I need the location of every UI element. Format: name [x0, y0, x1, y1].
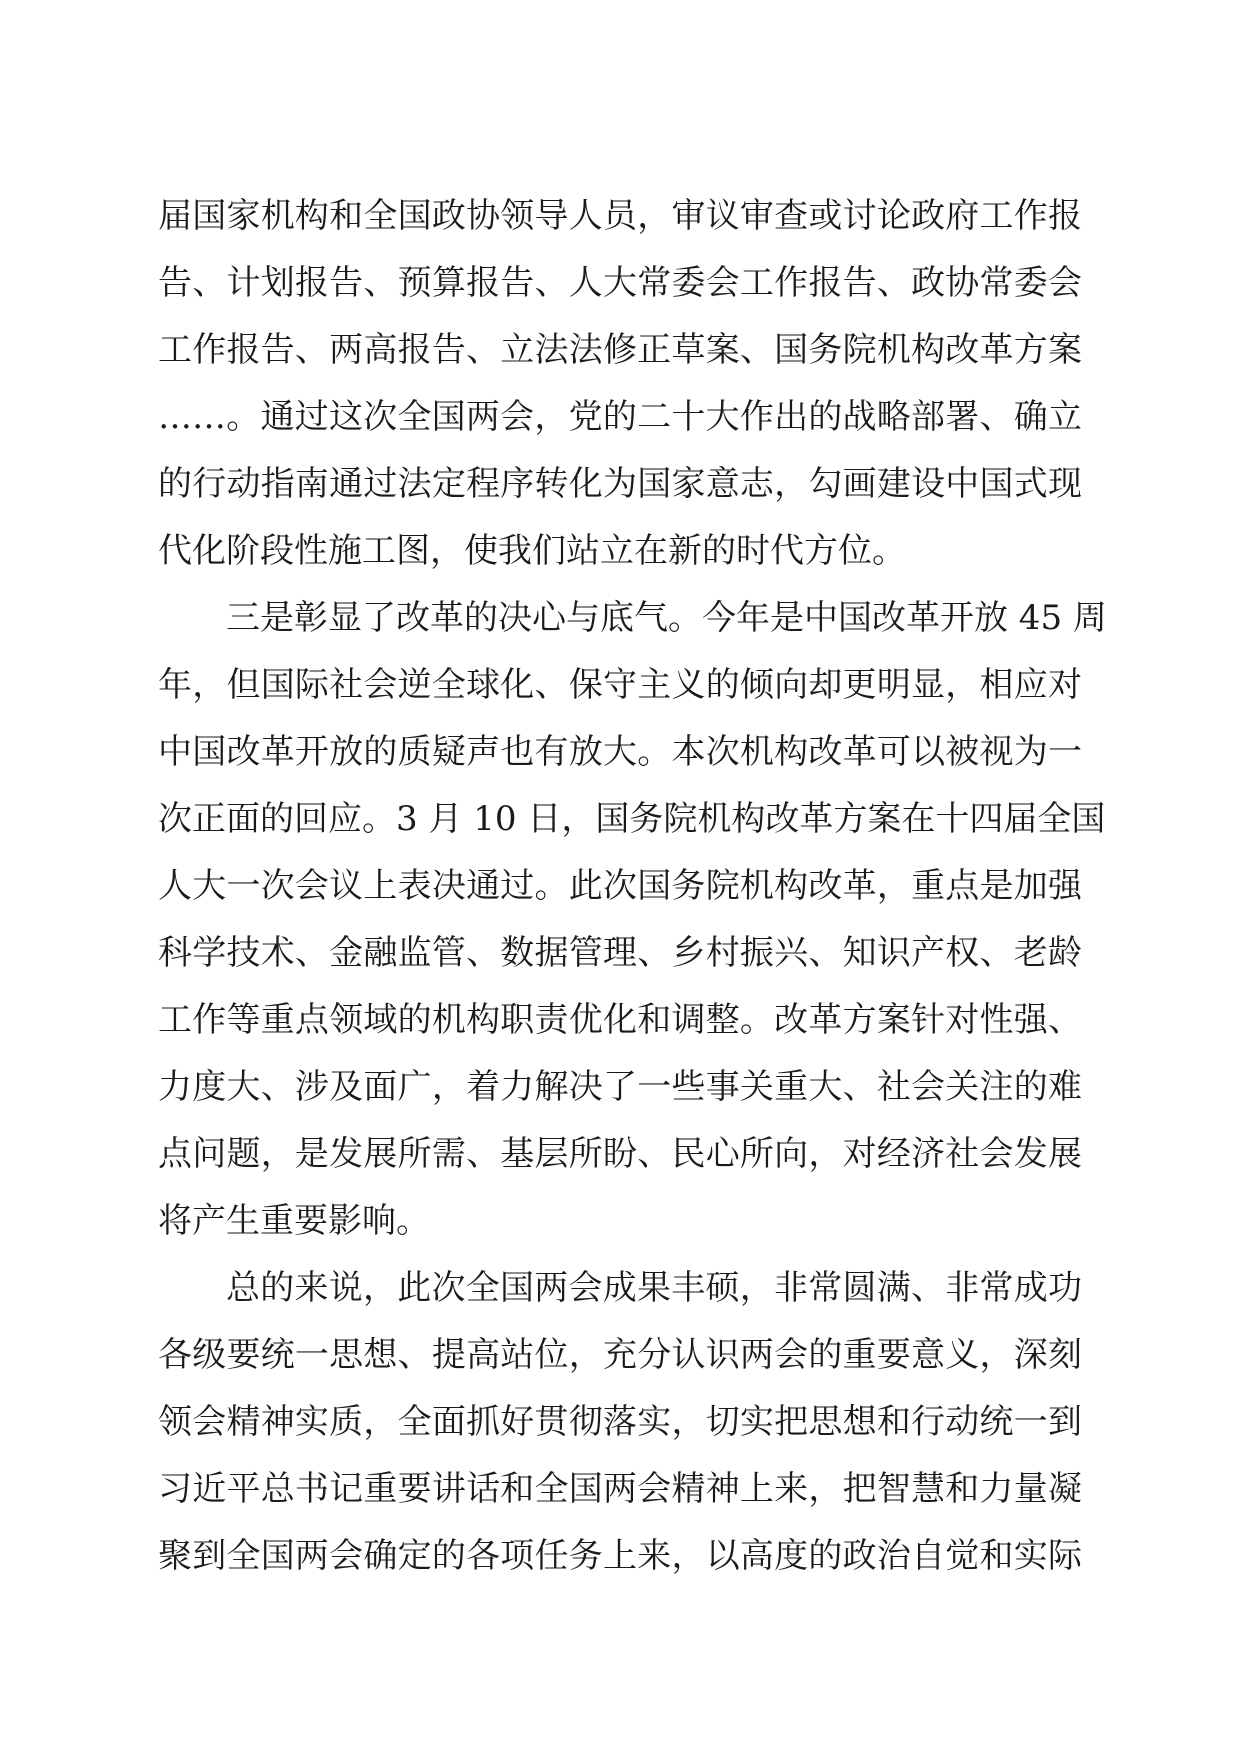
paragraph-1 — [158, 183, 1082, 585]
text-line: 三是彰显了改革的决心与底气。今年是中国改革开放 45 周 — [226, 598, 1107, 638]
text-line: 力度大、涉及面广，着力解决了一些事关重大、社会关注的难 — [158, 1067, 1082, 1107]
text-line: 人大一次会议上表决通过。此次国务院机构改革，重点是加强 — [158, 866, 1082, 906]
text-line: 工作等重点领域的机构职责优化和调整。改革方案针对性强、 — [158, 1000, 1082, 1040]
text-line: 将产生重要影响。 — [158, 1201, 430, 1241]
text-line: 总的来说，此次全国两会成果丰硕，非常圆满、非常成功 — [226, 1268, 1082, 1308]
text-line: 年，但国际社会逆全球化、保守主义的倾向却更明显，相应对 — [158, 665, 1082, 705]
text-line: 次正面的回应。3 月 10 日，国务院机构改革方案在十四届全国 — [158, 799, 1106, 839]
text-line: 科学技术、金融监管、数据管理、乡村振兴、知识产权、老龄 — [158, 933, 1082, 973]
text-line: 工作报告、两高报告、立法法修正草案、国务院机构改革方案 — [158, 330, 1082, 370]
text-line: 各级要统一思想、提高站位，充分认识两会的重要意义，深刻 — [158, 1335, 1082, 1375]
body-text — [158, 183, 1107, 1590]
text-line: 聚到全国两会确定的各项任务上来，以高度的政治自觉和实际 — [158, 1536, 1082, 1576]
text-line: 点问题，是发展所需、基层所盼、民心所向，对经济社会发展 — [158, 1134, 1082, 1174]
paragraph-2 — [158, 585, 1107, 1255]
text-line: 告、计划报告、预算报告、人大常委会工作报告、政协常委会 — [158, 263, 1082, 303]
text-line: ……。通过这次全国两会，党的二十大作出的战略部署、确立 — [158, 397, 1082, 437]
text-line: 的行动指南通过法定程序转化为国家意志，勾画建设中国式现 — [158, 464, 1082, 504]
text-line: 代化阶段性施工图，使我们站立在新的时代方位。 — [158, 531, 906, 571]
paragraph-3 — [158, 1255, 1082, 1590]
text-line: 届国家机构和全国政协领导人员，审议审查或讨论政府工作报 — [158, 196, 1082, 236]
text-line: 习近平总书记重要讲话和全国两会精神上来，把智慧和力量凝 — [158, 1469, 1082, 1509]
text-line: 中国改革开放的质疑声也有放大。本次机构改革可以被视为一 — [158, 732, 1082, 772]
text-line: 领会精神实质，全面抓好贯彻落实，切实把思想和行动统一到 — [158, 1402, 1082, 1442]
